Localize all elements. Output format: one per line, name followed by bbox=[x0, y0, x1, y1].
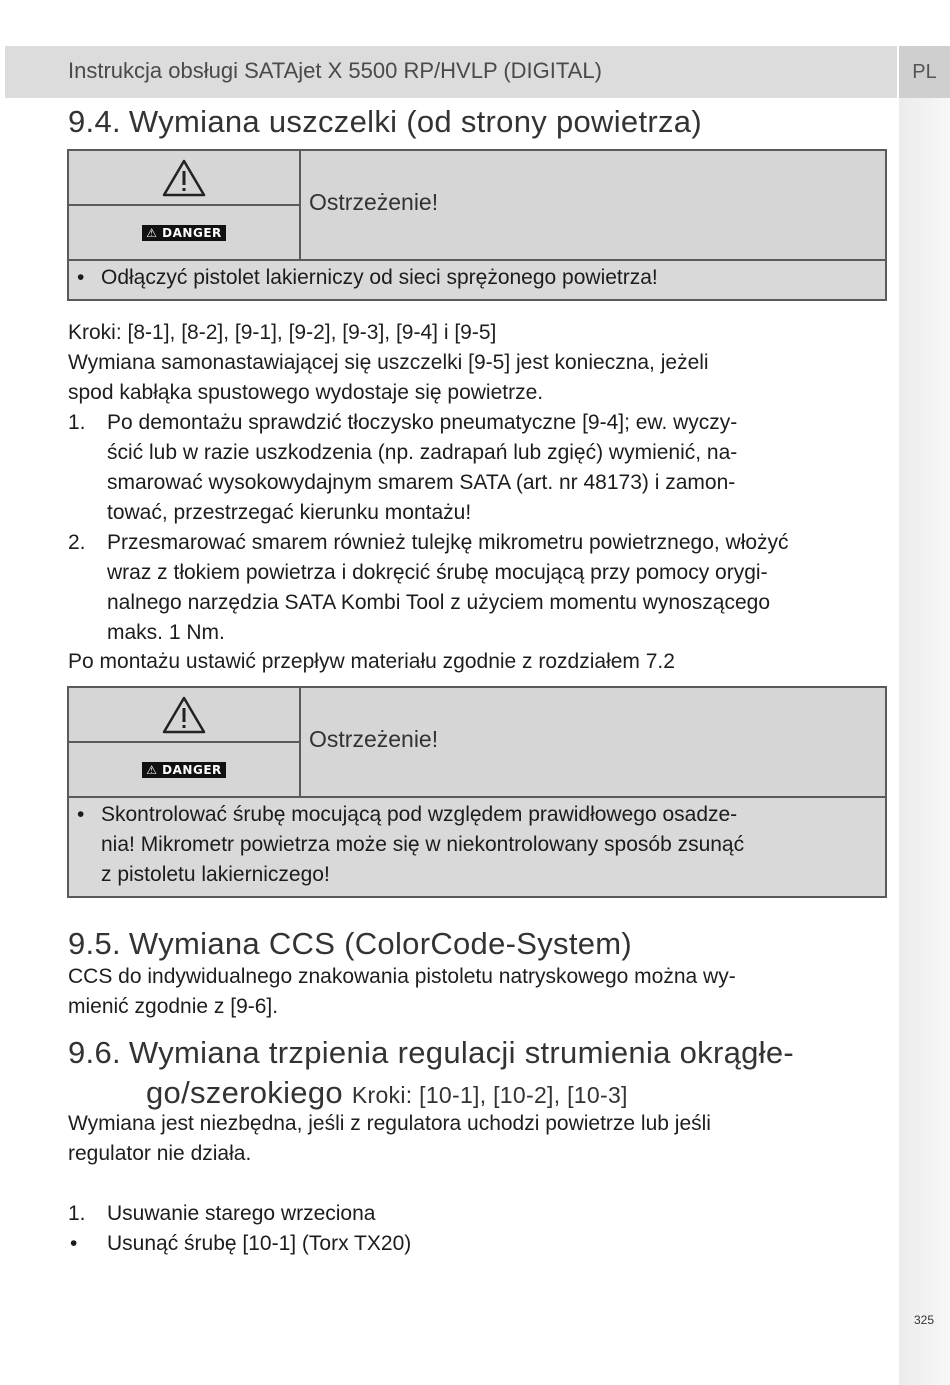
danger-badge: ⚠ DANGER bbox=[142, 225, 226, 241]
danger-badge: ⚠ DANGER bbox=[142, 762, 226, 778]
list-marker: • bbox=[70, 1232, 78, 1255]
paragraph-line: Wymiana samonastawiającej się uszczelki [9-5] jest konieczna, jeżeli bbox=[68, 351, 709, 374]
language-tab: PL bbox=[899, 46, 950, 98]
section-9-6-heading bbox=[68, 1035, 794, 1071]
paragraph-line: spod kabłąka spustowego wydostaje się powietrze. bbox=[68, 381, 544, 404]
warning-header bbox=[69, 151, 885, 261]
section-9-4-heading bbox=[68, 104, 702, 140]
side-margin-strip bbox=[899, 98, 950, 1385]
list-line: Usunąć śrubę [10-1] (Torx TX20) bbox=[107, 1232, 412, 1255]
warning-text-line: nia! Mikrometr powietrza może się w niekontrolowany sposób zsunąć bbox=[101, 833, 745, 856]
list-line: tować, przestrzegać kierunku montażu! bbox=[107, 501, 472, 524]
list-marker: 1. bbox=[68, 411, 86, 434]
warning-box bbox=[67, 686, 887, 898]
warning-text-line: Skontrolować śrubę mocującą pod względem prawidłowego osadze- bbox=[101, 803, 738, 826]
warning-header bbox=[69, 688, 885, 798]
warning-text-line: Odłączyć pistolet lakierniczy od sieci sprężonego powietrza! bbox=[101, 266, 658, 289]
danger-badge-text: DANGER bbox=[162, 762, 222, 777]
section-9-5-text bbox=[68, 962, 888, 1022]
section-9-6-text bbox=[68, 1109, 888, 1169]
list-line: Usuwanie starego wrzeciona bbox=[107, 1202, 376, 1225]
bullet: • bbox=[77, 803, 85, 826]
section-9-4-text bbox=[68, 318, 888, 408]
list-line: smarować wysokowydajnym smarem SATA (art. nr 48173) i zamon- bbox=[107, 471, 736, 494]
danger-label-holder bbox=[69, 743, 299, 796]
section-title: Wymiana CCS (ColorCode-System) bbox=[128, 926, 633, 961]
list-marker: 2. bbox=[68, 531, 86, 554]
section-9-6-heading-cont bbox=[146, 1075, 628, 1111]
document-title: Instrukcja obsługi SATAjet X 5500 RP/HVLP (DIGITAL) bbox=[68, 58, 602, 83]
warning-box bbox=[67, 149, 887, 301]
section-title: Wymiana trzpienia regulacji strumienia okrągłe- bbox=[128, 1035, 795, 1070]
paragraph-line: CCS do indywidualnego znakowania pistoletu natryskowego można wy- bbox=[68, 965, 736, 988]
list-marker: 1. bbox=[68, 1202, 86, 1225]
list-line: wraz z tłokiem powietrza i dokręcić śrubę mocującą przy pomocy orygi- bbox=[107, 561, 768, 584]
section-9-5-heading bbox=[68, 926, 632, 962]
warning-icon-holder bbox=[69, 688, 299, 743]
section-title-cont: go/szerokiego bbox=[146, 1075, 343, 1110]
warning-title: Ostrzeżenie! bbox=[309, 189, 439, 215]
section-number: 9.5. bbox=[68, 926, 121, 961]
warning-triangle-icon bbox=[162, 696, 206, 734]
section-title: Wymiana uszczelki (od strony powietrza) bbox=[128, 104, 702, 139]
warning-body bbox=[69, 261, 885, 299]
list-line: Przesmarować smarem również tulejkę mikrometru powietrznego, włożyć bbox=[107, 531, 789, 554]
list-line: ścić lub w razie uszkodzenia (np. zadrapań lub zgięć) wymienić, na- bbox=[107, 441, 738, 464]
danger-label-holder bbox=[69, 206, 299, 259]
warning-triangle-icon bbox=[162, 159, 206, 197]
warning-body bbox=[69, 798, 885, 896]
steps-line: Kroki: [8-1], [8-2], [9-1], [9-2], [9-3], [9-4] i [9-5] bbox=[68, 321, 497, 344]
list-line: nalnego narzędzia SATA Kombi Tool z użyciem momentu wynoszącego bbox=[107, 591, 771, 614]
warning-title: Ostrzeżenie! bbox=[309, 726, 439, 752]
warning-icon-holder bbox=[69, 151, 299, 206]
steps-inline: Kroki: [10-1], [10-2], [10-3] bbox=[351, 1082, 628, 1108]
danger-badge-text: DANGER bbox=[162, 225, 222, 240]
warning-text-line: z pistoletu lakierniczego! bbox=[101, 863, 330, 886]
paragraph-line: Wymiana jest niezbędna, jeśli z regulatora uchodzi powietrze lub jeśli bbox=[68, 1112, 711, 1135]
warning-icon-cell bbox=[69, 151, 301, 259]
section-number: 9.6. bbox=[68, 1035, 121, 1070]
list-line: Po demontażu sprawdzić tłoczysko pneumatyczne [9-4]; ew. wyczy- bbox=[107, 411, 738, 434]
list-line: maks. 1 Nm. bbox=[107, 621, 225, 644]
after-assembly-text bbox=[68, 647, 888, 677]
paragraph-line: Po montażu ustawić przepływ materiału zgodnie z rozdziałem 7.2 bbox=[68, 650, 675, 673]
bullet: • bbox=[77, 266, 85, 289]
warning-icon-cell bbox=[69, 688, 301, 796]
section-number: 9.4. bbox=[68, 104, 121, 139]
paragraph-line: mienić zgodnie z [9-6]. bbox=[68, 995, 279, 1018]
page-number: 325 bbox=[914, 1313, 935, 1327]
paragraph-line: regulator nie działa. bbox=[68, 1142, 252, 1165]
